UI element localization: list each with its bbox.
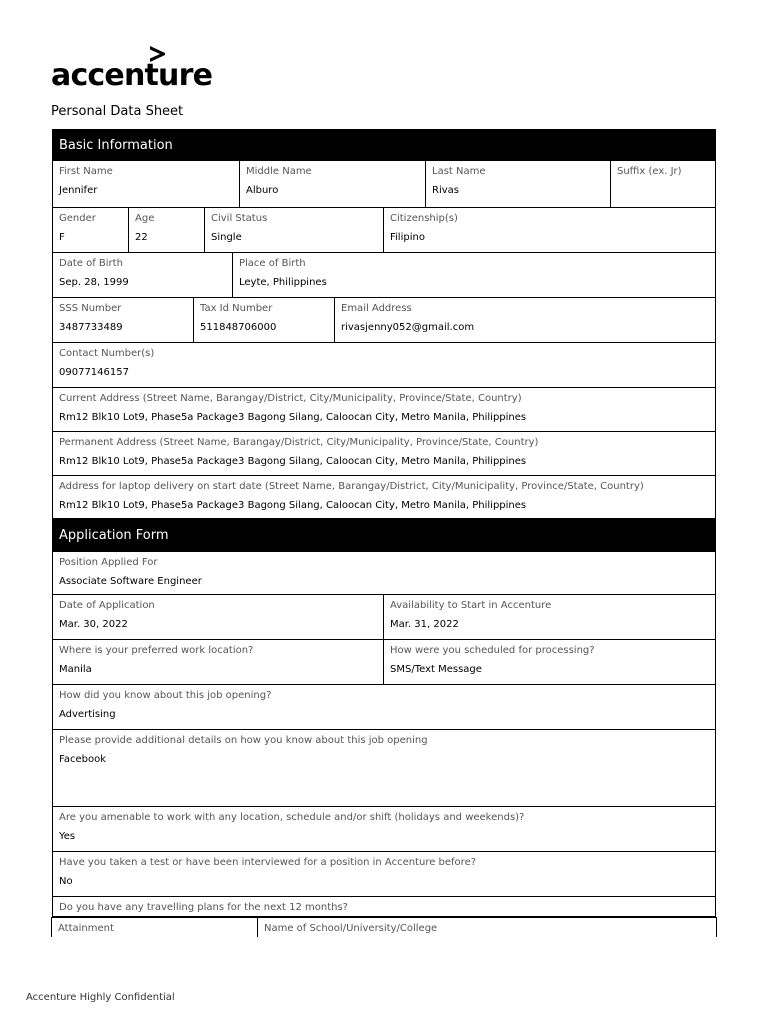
field-label: Have you taken a test or have been interviewed for a position in Accenture before? — [59, 857, 477, 868]
availability-field[interactable] — [384, 595, 715, 639]
field-value: No — [59, 876, 73, 887]
position-applied-field[interactable] — [53, 552, 715, 594]
last-name-field[interactable] — [426, 161, 611, 207]
field-label: Date of Application — [59, 600, 155, 611]
job-source-field[interactable] — [53, 685, 715, 729]
laptop-address-row — [52, 476, 716, 519]
dates-row — [52, 595, 716, 640]
interviewed-before-field[interactable] — [53, 852, 715, 896]
field-label: Middle Name — [246, 166, 312, 177]
location-row — [52, 640, 716, 685]
permanent-address-row — [52, 432, 716, 476]
field-label: Gender — [59, 213, 96, 224]
field-value: Alburo — [246, 185, 279, 196]
field-value: 22 — [135, 232, 148, 243]
field-label: Permanent Address (Street Name, Barangay/District, City/Municipality, Province/State, Country) — [59, 437, 539, 448]
field-value: SMS/Text Message — [390, 664, 482, 675]
contact-number-field[interactable] — [53, 343, 715, 387]
date-of-birth-field[interactable] — [53, 253, 233, 297]
field-value: Filipino — [390, 232, 425, 243]
section-header-basic: Basic Information — [52, 129, 716, 161]
attainment-column — [52, 918, 258, 937]
field-value: Rm12 Blk10 Lot9, Phase5a Package3 Bagong Silang, Caloocan City, Metro Manila, Philippines — [59, 500, 527, 511]
personal-row — [52, 208, 716, 253]
interviewed-row — [52, 852, 716, 897]
source-row — [52, 685, 716, 730]
education-header-row — [51, 917, 717, 937]
field-label: First Name — [59, 166, 113, 177]
field-value: Manila — [59, 664, 92, 675]
field-value: Rivas — [432, 185, 459, 196]
field-value: Jennifer — [59, 185, 98, 196]
field-value: Rm12 Blk10 Lot9, Phase5a Package3 Bagong Silang, Caloocan City, Metro Manila, Philippines — [59, 456, 527, 467]
suffix-field[interactable] — [611, 161, 715, 207]
field-value: F — [59, 232, 65, 243]
field-label: Age — [135, 213, 155, 224]
field-label: Address for laptop delivery on start date (Street Name, Barangay/District, City/Municipality, Province/State, Country) — [59, 481, 644, 492]
current-address-field[interactable] — [53, 388, 715, 431]
citizenship-field[interactable] — [384, 208, 715, 252]
field-label: Citizenship(s) — [390, 213, 458, 224]
current-address-row — [52, 388, 716, 432]
field-value: 09077146157 — [59, 367, 129, 378]
field-label: Place of Birth — [239, 258, 306, 269]
field-label: Date of Birth — [59, 258, 123, 269]
sss-number-field[interactable] — [53, 298, 194, 342]
field-value: Yes — [59, 831, 76, 842]
logo-wordmark: accenture — [51, 58, 213, 93]
scheduled-via-field[interactable] — [384, 640, 715, 684]
data-sheet-form — [52, 129, 716, 917]
amenable-row — [52, 807, 716, 852]
field-value: Advertising — [59, 709, 116, 720]
column-label: Name of School/University/College — [264, 923, 438, 934]
field-label: Last Name — [432, 166, 486, 177]
gender-field[interactable] — [53, 208, 129, 252]
confidentiality-footer: Accenture Highly Confidential — [26, 992, 175, 1003]
field-label: Contact Number(s) — [59, 348, 155, 359]
field-label: Availability to Start in Accenture — [390, 600, 552, 611]
section-header-application: Application Form — [52, 519, 716, 552]
date-of-application-field[interactable] — [53, 595, 384, 639]
field-value: Mar. 30, 2022 — [59, 619, 128, 630]
field-value: 511848706000 — [200, 322, 277, 333]
accenture-logo — [51, 46, 231, 96]
job-source-details-field[interactable] — [53, 730, 715, 806]
permanent-address-field[interactable] — [53, 432, 715, 475]
field-value: Associate Software Engineer — [59, 576, 202, 587]
column-label: Attainment — [58, 923, 114, 934]
field-value: 3487733489 — [59, 322, 123, 333]
field-label: Suffix (ex. Jr) — [617, 166, 682, 177]
position-row — [52, 552, 716, 595]
name-row — [52, 161, 716, 208]
field-label: Position Applied For — [59, 557, 158, 568]
field-value: rivasjenny052@gmail.com — [341, 322, 475, 333]
civil-status-field[interactable] — [205, 208, 384, 252]
field-label: How did you know about this job opening? — [59, 690, 272, 701]
field-label: Are you amenable to work with any location, schedule and/or shift (holidays and weekends)? — [59, 812, 525, 823]
details-row — [52, 730, 716, 807]
age-field[interactable] — [129, 208, 205, 252]
document-title: Personal Data Sheet — [51, 104, 184, 119]
field-label: Tax Id Number — [200, 303, 273, 314]
field-label: Current Address (Street Name, Barangay/District, City/Municipality, Province/State, Country) — [59, 393, 522, 404]
school-column — [258, 918, 716, 937]
field-value: Facebook — [59, 754, 106, 765]
contact-row — [52, 343, 716, 388]
field-label: Civil Status — [211, 213, 268, 224]
middle-name-field[interactable] — [240, 161, 426, 207]
field-label: Do you have any travelling plans for the next 12 months? — [59, 902, 348, 913]
field-label: Where is your preferred work location? — [59, 645, 254, 656]
field-value: Rm12 Blk10 Lot9, Phase5a Package3 Bagong Silang, Caloocan City, Metro Manila, Philippines — [59, 412, 527, 423]
field-label: Please provide additional details on how you know about this job opening — [59, 735, 428, 746]
travel-row — [52, 897, 716, 917]
email-field[interactable] — [335, 298, 715, 342]
amenable-field[interactable] — [53, 807, 715, 851]
place-of-birth-field[interactable] — [233, 253, 715, 297]
first-name-field[interactable] — [53, 161, 240, 207]
tax-id-field[interactable] — [194, 298, 335, 342]
field-value: Leyte, Philippines — [239, 277, 327, 288]
travel-plans-field[interactable] — [53, 897, 715, 916]
field-label: Email Address — [341, 303, 412, 314]
ids-row — [52, 298, 716, 343]
field-label: How were you scheduled for processing? — [390, 645, 595, 656]
birth-row — [52, 253, 716, 298]
field-value: Mar. 31, 2022 — [390, 619, 459, 630]
laptop-address-field[interactable] — [53, 476, 715, 518]
field-label: SSS Number — [59, 303, 122, 314]
field-value: Sep. 28, 1999 — [59, 277, 129, 288]
work-location-field[interactable] — [53, 640, 384, 684]
field-value: Single — [211, 232, 242, 243]
